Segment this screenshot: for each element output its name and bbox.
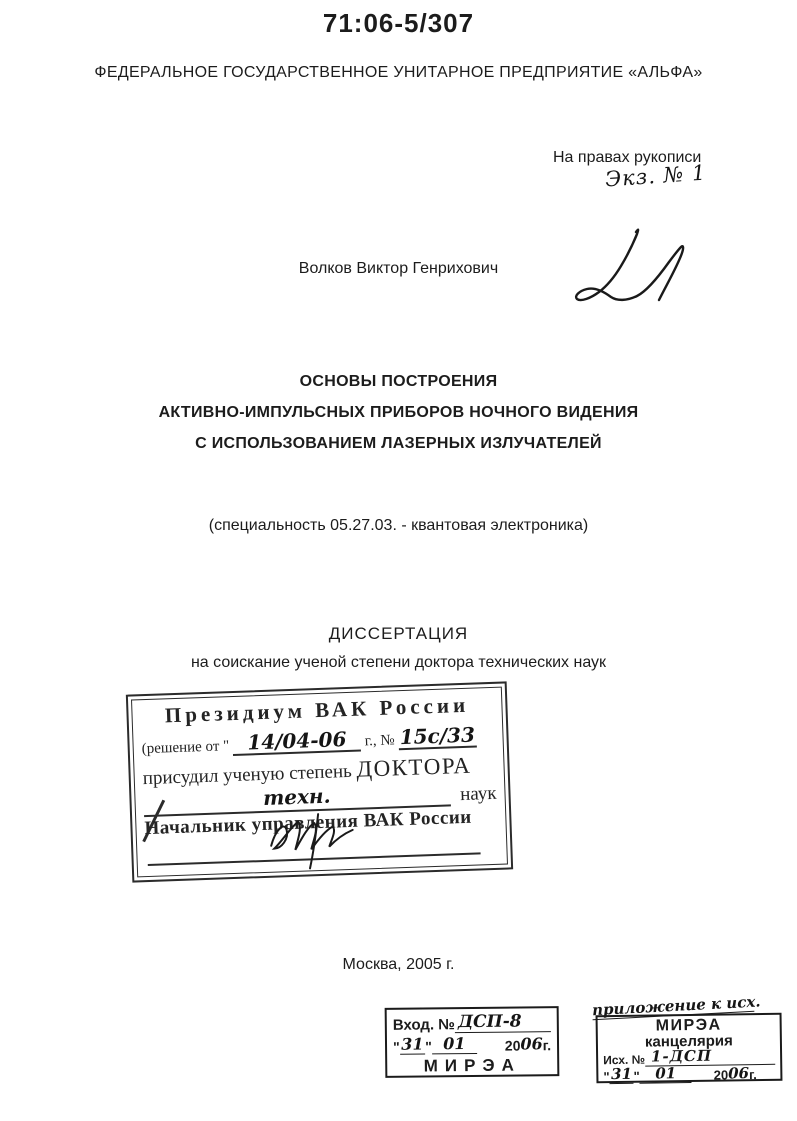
incoming-year-handwritten: 06 [520,1034,543,1054]
vak-stamp-header: Президиум ВАК России [164,692,470,728]
specialty-line: (специальность 05.27.03. - квантовая электроника) [208,517,589,534]
outgoing-number-handwritten: 1-ДСП [650,1046,713,1066]
outgoing-date-row [603,1065,775,1084]
vak-decision-middle: г., № [364,732,395,750]
incoming-year-prefix: 20 [504,1037,521,1054]
incoming-quote-open: " [392,1038,400,1055]
incoming-number-handwritten: ДСП-8 [457,1011,522,1033]
vak-field-suffix: наук [459,782,497,806]
vak-decision-date-blank [233,729,362,756]
dissertation-title [0,366,797,459]
incoming-month-handwritten: 01 [443,1034,466,1054]
vak-decision-prefix: (решение от " [141,738,230,758]
outgoing-month-blank [640,1064,692,1084]
outgoing-annotation-handwritten: приложение к исх. [591,992,761,1020]
vak-decision-date-handwritten: 14/04-06 [246,727,347,755]
organization-line: ФЕДЕРАЛЬНОЕ ГОСУДАРСТВЕННОЕ УНИТАРНОЕ ПРЕДПРИЯТИЕ «АЛЬФА» [94,64,703,81]
outgoing-month-handwritten: 01 [655,1064,677,1083]
copy-number-handwritten: Экз. № 1 [604,160,708,192]
incoming-year-suffix: г. [542,1037,552,1054]
author-signature-mark [565,208,715,308]
catalog-number: 71:06-5/307 [322,8,475,38]
incoming-month-blank [432,1034,477,1054]
vak-decision-number-handwritten: 15с/33 [399,722,476,750]
incoming-org-name: МИРЭА [423,1055,521,1076]
vak-field-handwritten: техн. [262,783,331,810]
title-line-1: ОСНОВЫ ПОСТРОЕНИЯ [299,373,498,390]
city-year-line: Москва, 2005 г. [342,956,455,973]
vak-decision-number-blank [398,722,477,751]
vak-official-title: Начальник управления ВАК России [144,806,473,840]
incoming-number-label: Вход. № [392,1016,456,1034]
manuscript-rights-note: На правах рукописи [553,149,702,166]
title-line-3: С ИСПОЛЬЗОВАНИЕМ ЛАЗЕРНЫХ ИЗЛУЧАТЕЛЕЙ [195,435,602,452]
incoming-day-blank [400,1034,426,1054]
degree-line: на соискание ученой степени доктора технических наук [190,654,607,671]
outgoing-year-prefix: 20 [713,1067,729,1083]
vak-approval-stamp [126,681,513,882]
vak-degree-word: ДОКТОРА [355,752,472,782]
vak-official-signature-mark [262,810,384,872]
outgoing-day-blank [609,1065,633,1084]
author-name: Волков Виктор Генрихович [298,260,499,277]
incoming-date-row [393,1032,551,1055]
title-line-2: АКТИВНО-ИМПУЛЬСНЫХ ПРИБОРОВ НОЧНОГО ВИДЕНИЯ [158,404,639,421]
outgoing-day-handwritten: 31 [610,1064,633,1084]
outgoing-dept-name: канцелярия [644,1032,733,1051]
vak-stamp-content [140,690,499,874]
incoming-quote-close: " [425,1038,432,1055]
outgoing-quote-close: " [633,1068,640,1084]
incoming-number-blank [455,1011,551,1033]
document-type: ДИССЕРТАЦИЯ [328,624,469,643]
outgoing-year-handwritten: 06 [728,1064,750,1083]
outgoing-registration-stamp [596,1013,783,1084]
outgoing-number-label: Исх. № [603,1052,646,1068]
incoming-number-row [393,1010,551,1034]
outgoing-quote-open: " [603,1069,610,1085]
incoming-registration-stamp [385,1006,560,1078]
vak-awarded-text: присудил ученую степень [142,760,353,790]
incoming-day-handwritten: 31 [401,1034,424,1054]
outgoing-year-suffix: г. [748,1067,757,1083]
outgoing-org-name: МИРЭА [655,1016,722,1035]
